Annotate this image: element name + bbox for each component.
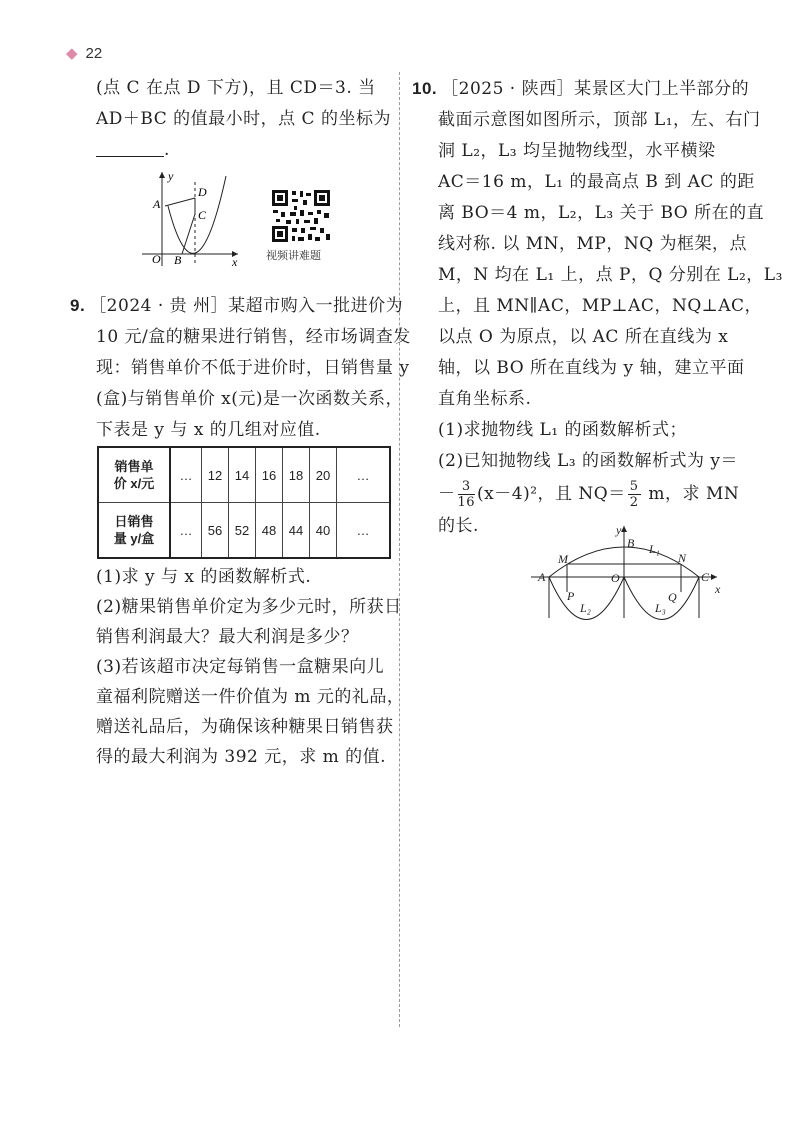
q9-part-3d: 得的最大利润为 392 元，求 m 的值. — [96, 747, 387, 767]
q10-part-2a: (2)已知抛物线 L₃ 的函数解析式为 y＝ — [438, 451, 738, 471]
q9-part-1: (1)求 y 与 x 的函数解析式. — [96, 567, 312, 587]
q9-parts — [70, 562, 405, 772]
fig2-label-C: C — [701, 570, 710, 584]
answer-blank — [96, 138, 164, 157]
q10-gate-figure — [527, 520, 727, 620]
q9-part-2a: (2)糖果销售单价定为多少元时，所获日 — [96, 597, 402, 617]
q8-line-1: (点 C 在点 D 下方)，且 CD＝3. 当 — [96, 78, 376, 98]
fraction-3-16: $\frac{3}{16}$ — [457, 479, 476, 510]
q8-line-2: AD＋BC 的值最小时，点 C 的坐标为 — [96, 109, 391, 129]
q9-data-table — [97, 446, 391, 559]
fig2-label-A: A — [538, 570, 546, 584]
q9-line-1: 9. ［2024 · 贵 州］某超市购入一批进价为 — [70, 296, 404, 316]
q10-line-7: M，N 均在 L₁ 上，点 P，Q 分别在 L₂，L₃ — [438, 265, 783, 285]
table-cell: 12 — [202, 447, 229, 503]
table-cell: 16 — [256, 447, 283, 503]
q10-line-6: 线对称. 以 MN，MP，NQ 为框架，点 — [438, 234, 748, 254]
qr-code-icon[interactable] — [270, 188, 332, 244]
fig2-label-L3: L₃ — [655, 601, 666, 615]
q10-part-1: (1)求抛物线 L₁ 的函数解析式； — [438, 420, 687, 440]
table-cell: 40 — [310, 503, 337, 559]
table-cell: 18 — [283, 447, 310, 503]
fig2-label-L1: L₁ — [649, 542, 660, 556]
table-row — [98, 447, 390, 503]
q8-parabola-figure — [140, 168, 252, 268]
q10-block — [412, 73, 783, 542]
fig2-label-M: M — [558, 552, 568, 566]
table-cell: 48 — [256, 503, 283, 559]
table-row — [98, 503, 390, 559]
fig2-label-N: N — [678, 551, 687, 565]
qr-caption: 视频讲难题 — [266, 250, 321, 262]
table-cell: 56 — [202, 503, 229, 559]
page-number: ◆ 22 — [66, 45, 103, 62]
table-header-volume: 日销售 量 y/盒 — [98, 503, 170, 559]
table-cell: 14 — [229, 447, 256, 503]
fig1-label-B: B — [174, 253, 182, 267]
fraction-5-2: $\frac{5}{2}$ — [629, 479, 639, 510]
q8-line-3: . — [70, 135, 388, 166]
fig1-label-C: C — [198, 208, 207, 222]
q10-line-11: 直角坐标系. — [438, 389, 532, 409]
q9-line-4: (盒)与销售单价 x(元)是一次函数关系， — [96, 389, 404, 409]
q10-line-9: 以点 O 为原点，以 AC 所在直线为 x — [438, 327, 729, 347]
q10-line-4: AC＝16 m，L₁ 的最高点 B 到 AC 的距 — [438, 172, 755, 192]
q9-part-3a: (3)若该超市决定每销售一盒糖果向儿 — [96, 657, 385, 677]
fig1-label-A: A — [153, 197, 161, 211]
q9-block — [70, 290, 411, 446]
q10-line-8: 上，且 MN∥AC，MP⊥AC，NQ⊥AC， — [438, 296, 763, 316]
q10-line-10: 轴，以 BO 所在直线为 y 轴，建立平面 — [438, 358, 745, 378]
fig1-label-O: O — [152, 252, 161, 266]
fig1-label-y: y — [168, 169, 174, 183]
fig1-label-D: D — [198, 185, 207, 199]
q10-line-2: 截面示意图如图所示，顶部 L₁，左、右门 — [438, 110, 761, 130]
fig2-label-P: P — [567, 589, 575, 603]
table-cell: 44 — [283, 503, 310, 559]
table-cell: 52 — [229, 503, 256, 559]
table-header-price: 销售单 价 x/元 — [98, 447, 170, 503]
fig2-label-B: B — [627, 536, 635, 550]
table-cell: … — [170, 503, 202, 559]
q9-line-5: 下表是 y 与 x 的几组对应值. — [96, 420, 321, 440]
table-cell: … — [337, 503, 391, 559]
left-column — [70, 73, 391, 166]
fig2-label-Q: Q — [668, 590, 677, 604]
q9-part-3c: 赠送礼品后，为确保该种糖果日销售获 — [96, 717, 394, 737]
q10-line-1: 10. ［2025 · 陕西］某景区大门上半部分的 — [412, 79, 750, 99]
q10-line-3: 洞 L₂，L₃ 均呈抛物线型，水平横梁 — [438, 141, 716, 161]
q10-line-5: 离 BO＝4 m，L₂，L₃ 关于 BO 所在的直 — [438, 203, 765, 223]
fig2-label-y: y — [616, 523, 622, 537]
fig1-label-x: x — [232, 255, 238, 268]
column-divider — [399, 72, 400, 1027]
q9-line-2: 10 元/盒的糖果进行销售，经市场调查发 — [96, 327, 411, 347]
table-cell: 20 — [310, 447, 337, 503]
fig2-label-L2: L₂ — [580, 601, 591, 615]
fig2-label-O: O — [611, 571, 620, 585]
table-cell: … — [170, 447, 202, 503]
q9-part-3b: 童福利院赠送一件价值为 m 元的礼品， — [96, 687, 405, 707]
q10-part-2b: － $\frac{3}{16}$ (x－4)²，且 NQ＝ $\frac{5}{2}$ m，求 MN — [438, 479, 740, 510]
q9-part-2b: 销售利润最大？最大利润是多少？ — [96, 627, 359, 647]
table-cell: … — [337, 447, 391, 503]
q10-part-2c: 的长. — [438, 516, 479, 536]
fig2-label-x: x — [715, 582, 721, 596]
q9-line-3: 现：销售单价不低于进价时，日销售量 y — [96, 358, 410, 378]
